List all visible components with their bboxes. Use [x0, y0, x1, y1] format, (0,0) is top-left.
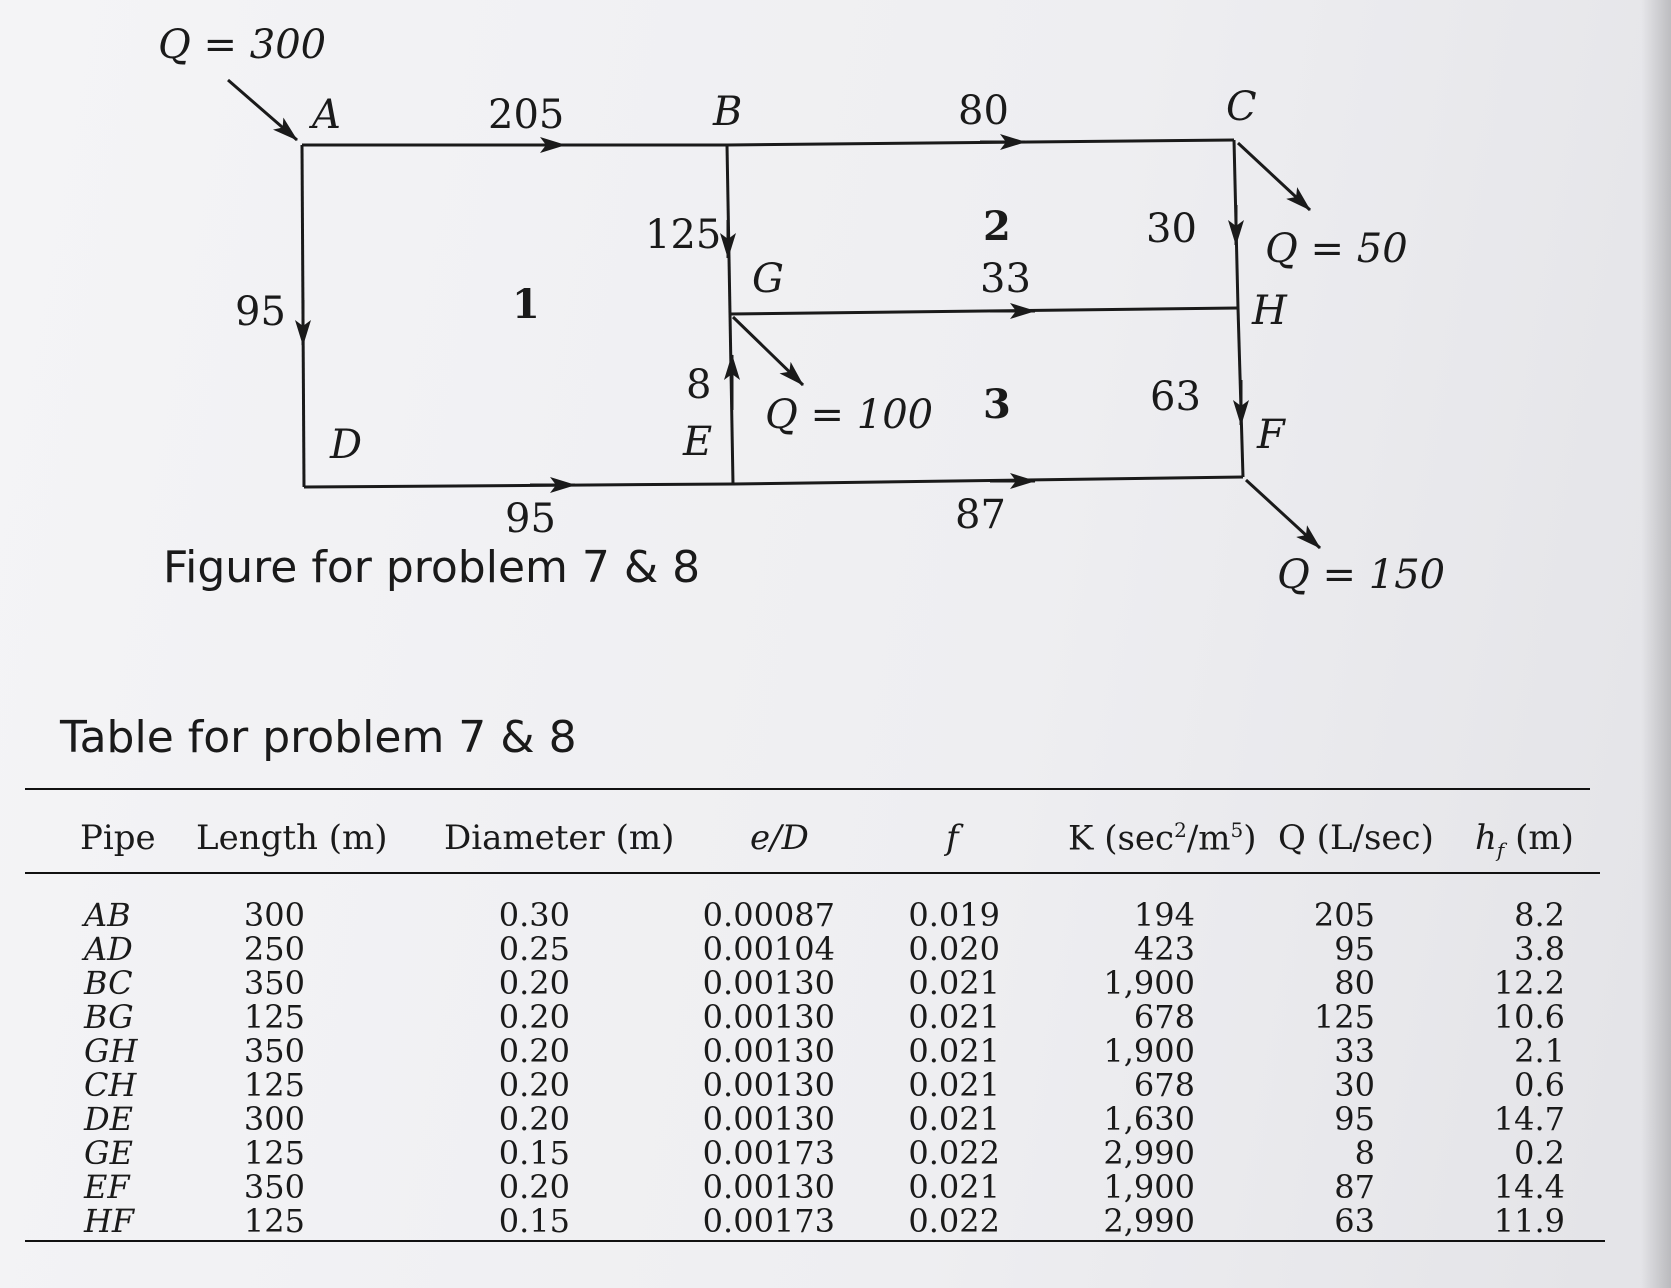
flow-eg: 8	[686, 362, 712, 408]
table-cell-ed: 0.00087	[702, 896, 835, 934]
table-cell-k: 678	[1133, 1066, 1195, 1104]
table-cell-f: 0.021	[908, 964, 1000, 1002]
table-cell-q: 80	[1334, 964, 1375, 1002]
table-cell-length: 350	[243, 964, 305, 1002]
table-cell-pipe: BG	[84, 998, 134, 1036]
column-length	[200, 898, 305, 1238]
node-d-label: D	[330, 422, 363, 468]
table-cell-length: 350	[243, 1032, 305, 1070]
node-h-label: H	[1252, 288, 1287, 334]
table-cell-ed: 0.00130	[702, 1168, 835, 1206]
node-g-label: G	[752, 256, 784, 302]
table-cell-f: 0.021	[908, 1032, 1000, 1070]
table-cell-diameter: 0.15	[498, 1202, 570, 1240]
table-cell-length: 125	[243, 1066, 305, 1104]
node-a-label: A	[312, 92, 341, 138]
table-cell-ed: 0.00173	[702, 1202, 835, 1240]
table-cell-pipe: EF	[84, 1168, 130, 1206]
table-cell-q: 95	[1334, 1100, 1375, 1138]
column-pipe	[84, 898, 174, 1238]
column-k	[1080, 898, 1195, 1238]
table-cell-pipe: HF	[84, 1202, 135, 1240]
table-cell-hf: 0.2	[1514, 1134, 1565, 1172]
table-cell-f: 0.019	[908, 896, 1000, 934]
table-cell-k: 1,900	[1103, 964, 1195, 1002]
flow-bg: 125	[645, 212, 722, 258]
outflow-label-c: Q = 50	[1265, 226, 1408, 272]
table-cell-length: 300	[243, 896, 305, 934]
table-cell-k: 1,900	[1103, 1168, 1195, 1206]
header-ed: e/D	[750, 818, 809, 858]
table-cell-pipe: GE	[84, 1134, 133, 1172]
table-cell-length: 125	[243, 1134, 305, 1172]
flow-ad: 95	[235, 289, 286, 335]
table-cell-pipe: BC	[84, 964, 133, 1002]
table-cell-hf: 3.8	[1514, 930, 1565, 968]
table-cell-k: 678	[1133, 998, 1195, 1036]
table-cell-hf: 14.7	[1493, 1100, 1565, 1138]
header-q: Q (L/sec)	[1278, 818, 1434, 858]
table-cell-length: 125	[243, 1202, 305, 1240]
table-cell-hf: 0.6	[1514, 1066, 1565, 1104]
loop-3-label: 3	[983, 381, 1011, 428]
table-header-rule	[25, 872, 1600, 874]
table-cell-pipe: AD	[84, 930, 133, 968]
node-c-label: C	[1226, 84, 1257, 130]
table-cell-diameter: 0.20	[498, 1066, 570, 1104]
table-cell-q: 63	[1334, 1202, 1375, 1240]
table-cell-diameter: 0.20	[498, 1100, 570, 1138]
pipe-de	[304, 484, 733, 487]
table-cell-length: 250	[243, 930, 305, 968]
table-cell-ed: 0.00130	[702, 998, 835, 1036]
table-cell-q: 125	[1313, 998, 1375, 1036]
table-cell-k: 2,990	[1103, 1134, 1195, 1172]
table-cell-f: 0.021	[908, 1066, 1000, 1104]
flow-ef: 87	[955, 492, 1006, 538]
table-cell-k: 1,900	[1103, 1032, 1195, 1070]
table-cell-k: 423	[1133, 930, 1195, 968]
table-cell-q: 205	[1313, 896, 1375, 934]
table-cell-hf: 14.4	[1493, 1168, 1565, 1206]
table-cell-diameter: 0.20	[498, 998, 570, 1036]
column-ed	[700, 898, 835, 1238]
table-cell-ed: 0.00173	[702, 1134, 835, 1172]
figure-caption: Figure for problem 7 & 8	[163, 542, 701, 593]
table-cell-q: 30	[1334, 1066, 1375, 1104]
table-cell-diameter: 0.20	[498, 1032, 570, 1070]
table-cell-diameter: 0.20	[498, 1168, 570, 1206]
table-caption: Table for problem 7 & 8	[60, 712, 577, 763]
outflow-label-f: Q = 150	[1277, 552, 1446, 598]
table-cell-length: 350	[243, 1168, 305, 1206]
table-cell-pipe: GH	[84, 1032, 138, 1070]
pipe-ef	[733, 477, 1243, 484]
flow-de: 95	[505, 496, 556, 542]
table-cell-diameter: 0.25	[498, 930, 570, 968]
table-cell-hf: 2.1	[1514, 1032, 1565, 1070]
flow-ch: 30	[1146, 206, 1197, 252]
table-cell-k: 1,630	[1103, 1100, 1195, 1138]
table-cell-length: 300	[243, 1100, 305, 1138]
loop-2-label: 2	[983, 203, 1011, 250]
table-cell-k: 2,990	[1103, 1202, 1195, 1240]
table-cell-hf: 11.9	[1493, 1202, 1565, 1240]
table-cell-q: 8	[1354, 1134, 1375, 1172]
table-cell-q: 95	[1334, 930, 1375, 968]
table-cell-hf: 8.2	[1514, 896, 1565, 934]
header-hf: $h_f$ (m)	[1475, 818, 1574, 862]
table-cell-pipe: DE	[84, 1100, 134, 1138]
table-cell-f: 0.022	[908, 1202, 1000, 1240]
header-pipe: Pipe	[80, 818, 156, 858]
table-cell-hf: 10.6	[1493, 998, 1565, 1036]
table-cell-diameter: 0.30	[498, 896, 570, 934]
node-f-label: F	[1257, 412, 1285, 458]
header-diameter: Diameter (m)	[444, 818, 675, 858]
column-diameter	[470, 898, 570, 1238]
table-cell-length: 125	[243, 998, 305, 1036]
table-cell-f: 0.022	[908, 1134, 1000, 1172]
outflow-arrow-g	[733, 317, 803, 385]
inflow-label: Q = 300	[158, 22, 327, 68]
table-cell-k: 194	[1133, 896, 1195, 934]
table-cell-ed: 0.00130	[702, 1032, 835, 1070]
flow-hf: 63	[1150, 374, 1201, 420]
table-cell-ed: 0.00130	[702, 1066, 835, 1104]
table-cell-f: 0.021	[908, 1168, 1000, 1206]
inflow-arrow-a	[228, 80, 297, 140]
outflow-arrow-c	[1238, 143, 1310, 210]
loop-1-label: 1	[512, 281, 540, 328]
table-cell-f: 0.021	[908, 998, 1000, 1036]
table-cell-diameter: 0.15	[498, 1134, 570, 1172]
outflow-arrow-f	[1246, 480, 1320, 548]
column-hf	[1465, 898, 1565, 1238]
column-f	[900, 898, 1000, 1238]
table-top-rule	[25, 788, 1590, 790]
table-cell-q: 87	[1334, 1168, 1375, 1206]
table-cell-ed: 0.00130	[702, 1100, 835, 1138]
header-f: f	[946, 818, 959, 858]
table-cell-q: 33	[1334, 1032, 1375, 1070]
pipe-gh	[730, 308, 1238, 314]
table-cell-pipe: CH	[84, 1066, 137, 1104]
table-cell-ed: 0.00130	[702, 964, 835, 1002]
node-e-label: E	[683, 419, 713, 465]
column-q	[1275, 898, 1375, 1238]
table-cell-diameter: 0.20	[498, 964, 570, 1002]
table-cell-f: 0.021	[908, 1100, 1000, 1138]
table-cell-pipe: AB	[84, 896, 131, 934]
table-cell-f: 0.020	[908, 930, 1000, 968]
flow-bc: 80	[958, 88, 1009, 134]
outflow-label-g: Q = 100	[765, 392, 934, 438]
table-cell-hf: 12.2	[1493, 964, 1565, 1002]
table-bottom-rule	[25, 1240, 1605, 1242]
flow-gh: 33	[980, 256, 1031, 302]
header-length: Length (m)	[196, 818, 388, 858]
table-cell-ed: 0.00104	[702, 930, 835, 968]
header-k: K $(\sec^2/m^5)$	[1068, 818, 1257, 859]
node-b-label: B	[713, 89, 743, 135]
flow-ab: 205	[488, 92, 565, 138]
